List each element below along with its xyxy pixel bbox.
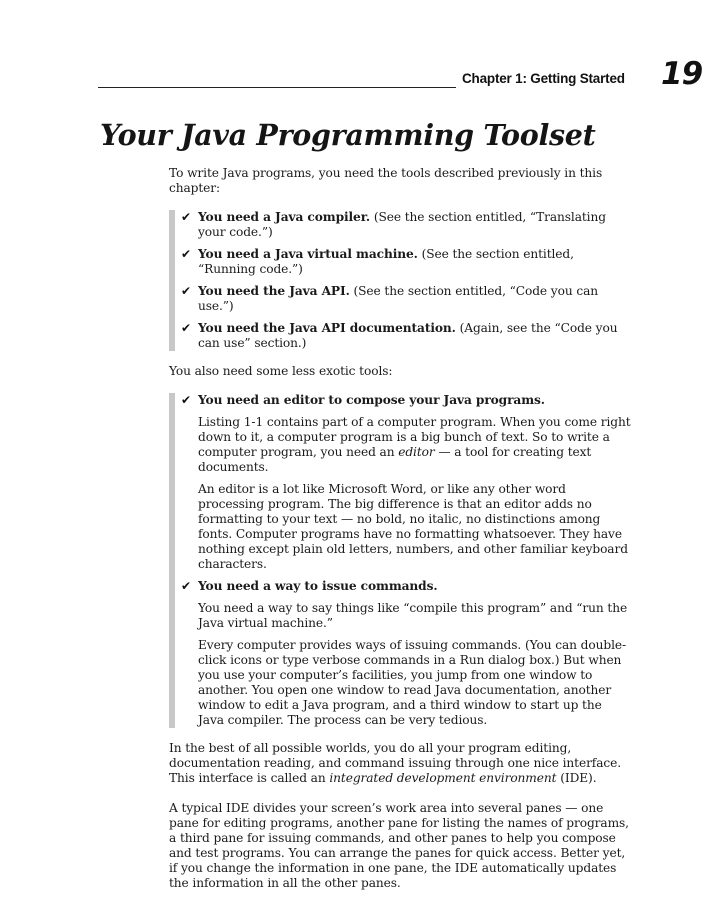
item-lead: You need the Java API. — [198, 284, 350, 298]
ide-paragraph: In the best of all possible worlds, you do all your program editing, documentation reading, and command issuing through one nice interface. This interface is called an integrated development environment (IDE). — [169, 741, 621, 785]
list-item — [181, 321, 631, 351]
tools-list — [169, 210, 631, 351]
checkmark-icon: ✔ — [181, 579, 191, 593]
list-item — [181, 284, 631, 314]
item-text: (See the section entitled, “Running code.”) — [198, 247, 574, 276]
body-text — [169, 166, 631, 891]
emphasis: editor — [398, 445, 435, 459]
item-lead: You need the Java API documentation. — [198, 321, 456, 335]
checkmark-icon: ✔ — [181, 210, 191, 224]
checkmark-icon: ✔ — [181, 247, 191, 261]
emphasis: integrated development environment — [329, 771, 557, 785]
exotic-tools-list — [169, 393, 631, 728]
commands-paragraph-2: Every computer provides ways of issuing commands. (You can double-click icons or type verbose commands in a Run dialog box.) But when you use your computer’s facilities, you jump from one window to another. You open one window to read Java documentation, another window to edit a Java program, and a third window to start up the Java compiler. The process can be very tedious. — [198, 638, 626, 727]
also-paragraph: You also need some less exotic tools: — [169, 364, 393, 378]
item-lead: You need an editor to compose your Java programs. — [198, 393, 545, 407]
header-rule — [98, 87, 456, 88]
list-item — [181, 210, 631, 240]
item-text: (See the section entitled, “Translating your code.”) — [198, 210, 606, 239]
list-item-editor — [181, 393, 631, 572]
running-head: Chapter 1: Getting Started — [462, 71, 625, 86]
page-number: 19 — [661, 56, 703, 92]
editor-paragraph-1: Listing 1-1 contains part of a computer program. When you come right down to it, a computer program is a big bunch of text. So to write a computer program, you need an editor — a tool for creating text documents. — [198, 415, 631, 474]
panes-paragraph: A typical IDE divides your screen’s work area into several panes — one pane for editing programs, another pane for listing the names of programs, a third pane for issuing commands, and other panes to help you compose and test programs. You can arrange the panes for quick access. Better yet, if you change the information in one pane, the IDE automatically updates the information in all the other panes. — [169, 801, 629, 890]
editor-paragraph-2: An editor is a lot like Microsoft Word, or like any other word processing program. The big difference is that an editor adds no formatting to your text — no bold, no italic, no distinctions among fonts. Computer programs have no formatting whatsoever. They have nothing except plain old letters, numbers, and other familiar keyboard characters. — [198, 482, 628, 571]
commands-paragraph-1: You need a way to say things like “compile this program” and “run the Java virtual machine.” — [198, 601, 628, 630]
item-lead: You need a Java compiler. — [198, 210, 371, 224]
item-text: (See the section entitled, “Code you can use.”) — [198, 284, 598, 313]
list-item-commands — [181, 579, 631, 728]
checkmark-icon: ✔ — [181, 284, 191, 298]
checkmark-icon: ✔ — [181, 321, 191, 335]
item-lead: You need a way to issue commands. — [198, 579, 438, 593]
section-title: Your Java Programming Toolset — [100, 118, 596, 152]
list-item — [181, 247, 631, 277]
item-text: (Again, see the “Code you can use” section.) — [198, 321, 618, 350]
item-lead: You need a Java virtual machine. — [198, 247, 418, 261]
intro-paragraph: To write Java programs, you need the tools described previously in this chapter: — [169, 166, 603, 195]
checkmark-icon: ✔ — [181, 393, 191, 407]
